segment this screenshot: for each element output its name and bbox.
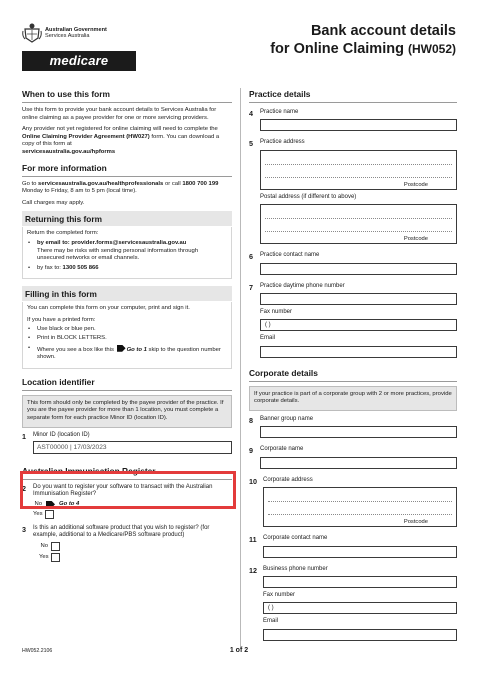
no-checkbox[interactable] <box>51 542 60 551</box>
info-p1-c: Monday to Friday, 8 am to 5 pm (local time). <box>22 188 137 195</box>
returning-intro: Return the completed form: <box>27 230 99 237</box>
returning-email-note: There may be risks with sending personal information through unsecured networks or email channels. <box>37 247 199 262</box>
corporate-note-box <box>249 386 457 411</box>
title-line-2-text: for Online Claiming <box>270 41 404 57</box>
medicare-logo <box>22 22 136 71</box>
corporate-contact-field[interactable] <box>263 546 457 558</box>
email-field[interactable] <box>260 346 457 358</box>
corporate-note: If your practice is part of a corporate group with 2 or more practices, provide corporate details. <box>254 390 452 405</box>
business-phone-field[interactable] <box>263 576 457 588</box>
when-p2-form-name: Online Claiming Provider Agreement (HW027) <box>22 133 150 140</box>
email-label: Email <box>260 335 276 342</box>
fax-label: Fax number <box>260 309 293 316</box>
no-label: No <box>34 501 42 508</box>
email-label: Email <box>263 618 279 625</box>
question-8 <box>249 416 457 438</box>
filling-list <box>27 326 227 362</box>
filling-box-a: Where you see a box like this <box>37 346 114 353</box>
title-line-2 <box>270 40 456 58</box>
question-number: 10 <box>249 476 257 486</box>
corporate-name-field[interactable] <box>260 457 457 469</box>
email-field[interactable] <box>263 629 457 641</box>
practice-contact-label: Practice contact name <box>260 252 320 259</box>
fax-field[interactable]: ( ) <box>263 602 457 614</box>
info-paragraph-2: Call charges may apply. <box>22 199 85 206</box>
option-no <box>39 542 232 551</box>
question-10 <box>249 477 457 527</box>
goto-arrow-icon <box>117 345 126 352</box>
filling-p1: You can complete this form on your computer, print and sign it. <box>27 305 190 312</box>
question-number: 5 <box>249 139 253 149</box>
question-number: 8 <box>249 416 253 426</box>
filling-box-b: skip to the question number shown. <box>37 346 221 361</box>
question-6 <box>249 252 457 274</box>
coat-of-arms-icon <box>22 22 42 44</box>
corporate-contact-label: Corporate contact name <box>263 535 328 542</box>
info-heading: For more information <box>22 163 232 177</box>
info-phone: 1800 700 199 <box>182 180 219 187</box>
form-title <box>270 22 456 58</box>
banner-group-field[interactable] <box>260 426 457 438</box>
minor-id-field[interactable]: AST00000 | 17/03/2023 <box>33 441 232 454</box>
returning-list <box>27 240 227 272</box>
question-12 <box>249 566 457 641</box>
question-11 <box>249 535 457 557</box>
when-p2-a: Any provider not yet registered for online claiming will need to complete the <box>22 126 218 133</box>
hpforms-link[interactable]: servicesaustralia.gov.au/hpforms <box>22 148 116 155</box>
returning-body <box>22 227 232 279</box>
gov-line-1: Australian Government <box>45 27 107 33</box>
location-note-box <box>22 395 232 428</box>
corporate-address-label: Corporate address <box>263 476 313 483</box>
air-register-label: Do you want to register your software to transact with the Australian Immunisation Register? <box>33 484 213 498</box>
returning-email[interactable]: by email to: provider.forms@servicesaustralia.gov.au <box>37 239 187 246</box>
medicare-brand-bar: medicare <box>22 51 136 71</box>
minor-id-label: Minor ID (location ID) <box>33 431 90 438</box>
healthprofessionals-link[interactable]: servicesaustralia.gov.au/healthprofessionals <box>38 180 164 187</box>
filling-p2: If you have a printed form: <box>27 316 96 323</box>
question-number: 6 <box>249 252 253 262</box>
postal-address-label: Postal address (if different to above) <box>260 193 357 200</box>
returning-heading: Returning this form <box>22 211 232 227</box>
info-paragraph-1 <box>22 181 232 196</box>
question-1 <box>22 432 232 454</box>
filling-box <box>22 286 232 369</box>
practice-name-label: Practice name <box>260 109 299 115</box>
question-number: 4 <box>249 109 253 118</box>
option-yes <box>33 510 232 519</box>
question-4 <box>249 109 457 131</box>
filling-body <box>22 302 232 369</box>
column-divider <box>240 88 241 648</box>
when-heading: When to use this form <box>22 89 232 103</box>
postal-address-field[interactable] <box>260 204 457 244</box>
question-number: 9 <box>249 446 253 456</box>
gov-line-2: Services Australia <box>45 33 90 40</box>
info-p1-b: or call <box>163 180 183 187</box>
question-number: 3 <box>22 524 26 534</box>
question-number: 2 <box>22 484 26 494</box>
when-paragraph-2 <box>22 126 232 156</box>
no-label: No <box>40 543 48 550</box>
additional-software-label: Is this an additional software product that you wish to register? (for example, additional to a Medicare/PBS software product) <box>33 524 210 539</box>
postcode-label: Postcode <box>403 236 428 243</box>
goto-label: Go to 4 <box>59 501 80 508</box>
form-version-code: HW052.2106 <box>22 648 53 654</box>
returning-fax-number: 1300 505 866 <box>62 264 99 271</box>
postcode-label: Postcode <box>403 519 428 526</box>
business-phone-label: Business phone number <box>263 565 328 572</box>
right-column <box>249 89 457 641</box>
location-heading: Location identifier <box>22 377 232 391</box>
yes-label: Yes <box>39 554 49 561</box>
option-yes <box>39 553 232 562</box>
fax-label: Fax number <box>263 592 296 599</box>
yes-label: Yes <box>33 511 43 518</box>
corporate-name-label: Corporate name <box>260 446 304 453</box>
practice-phone-field[interactable] <box>260 293 457 305</box>
corporate-heading: Corporate details <box>249 368 457 382</box>
filling-goto: Go to 1 <box>126 346 147 353</box>
filling-item: • Use black or blue pen. <box>27 326 227 334</box>
filling-item: • Print in BLOCK LETTERS. <box>27 335 227 343</box>
question-number: 7 <box>249 282 253 292</box>
returning-box <box>22 211 232 279</box>
question-number: 1 <box>22 431 26 441</box>
location-note: This form should only be completed by the payee provider of the practice. If you are the payee provider for more than 1 location, you must complete a separate form for each practice Minor ID (location ID). <box>27 399 224 422</box>
question-number: 12 <box>249 565 257 575</box>
returning-email-item <box>27 240 227 263</box>
practice-heading: Practice details <box>249 89 457 103</box>
filling-item-box <box>27 345 227 362</box>
question-3 <box>22 525 232 562</box>
corporate-address-field[interactable] <box>263 487 457 527</box>
question-number: 11 <box>249 535 257 545</box>
question-5 <box>249 139 457 244</box>
returning-fax-a: by fax to: <box>37 264 63 271</box>
when-paragraph-1: Use this form to provide your bank account details to Services Australia for online claiming as a payee provider for one or more servicing providers. <box>22 107 217 121</box>
page-number: 1 of 2 <box>229 647 249 654</box>
yes-checkbox[interactable] <box>51 553 60 562</box>
gov-crest <box>22 22 136 48</box>
practice-address-field[interactable] <box>260 150 457 190</box>
minor-id-highlight <box>20 471 236 509</box>
returning-fax-item <box>27 265 227 273</box>
form-code: (HW052) <box>407 42 456 56</box>
yes-checkbox[interactable] <box>45 510 54 519</box>
question-7 <box>249 283 457 358</box>
postcode-label: Postcode <box>403 181 428 188</box>
when-p2-c: form. You can download a copy of this form at <box>22 133 220 148</box>
practice-address-label: Practice address <box>260 139 305 146</box>
banner-group-label: Banner group name <box>260 416 314 423</box>
fax-field[interactable]: ( ) <box>260 319 457 331</box>
filling-heading: Filling in this form <box>22 286 232 302</box>
question-9 <box>249 446 457 468</box>
air-heading: Australian Immunisation Register <box>22 466 232 480</box>
practice-name-field[interactable] <box>260 119 457 131</box>
practice-contact-field[interactable] <box>260 263 457 275</box>
gov-name <box>45 22 107 39</box>
title-line-1: Bank account details <box>310 23 456 39</box>
info-p1-a: Go to <box>22 180 39 187</box>
practice-phone-label: Practice daytime phone number <box>260 282 345 289</box>
